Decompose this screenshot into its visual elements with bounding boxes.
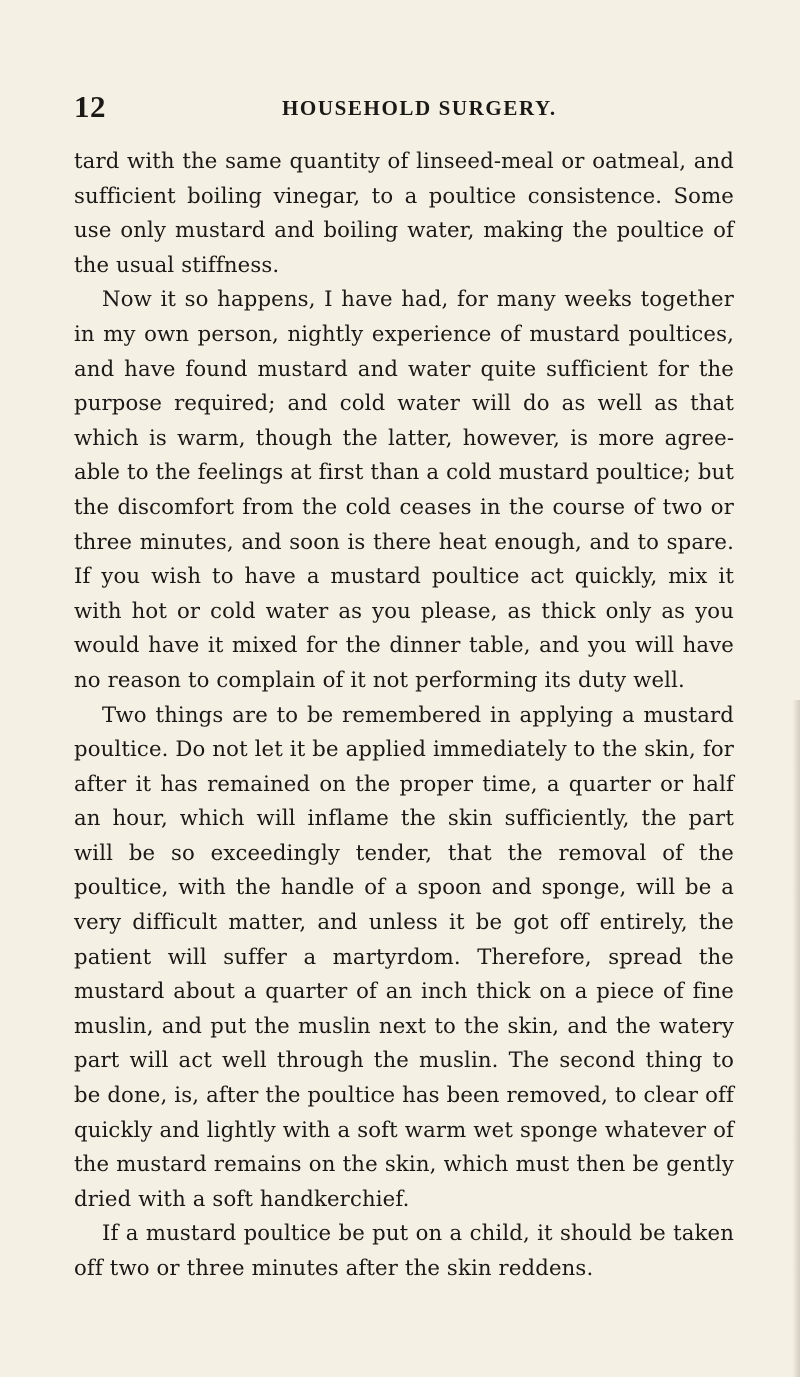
body-text [74, 144, 734, 1286]
paragraph-3: Two things are to be remembered in applying a mustard poultice. Do not let it be applied immediately to the skin, for after it has remained on the proper time, a quarter or half an hour, which will inflame the skin sufficiently, the part will be so exceedingly tender, that the removal of the poultice, with the handle of a spoon and sponge, will be a very difficult matter, and unless it be got off entirely, the patient will suffer a martyrdom. Therefore, spread the mustard about a quarter of an inch thick on a piece of fine muslin, and put the muslin next to the skin, and the watery part will act well through the muslin. The second thing to be done, is, after the poultice has been removed, to clear off quickly and lightly with a soft warm wet sponge whatever of the mustard remains on the skin, which must then be gently dried with a soft handkerchief. [74, 701, 734, 1211]
running-title: HOUSEHOLD SURGERY. [282, 96, 557, 120]
running-head [74, 89, 734, 126]
page-edge-shadow [792, 700, 800, 1377]
paragraph-4: If a mustard poultice be put on a child, it should be taken off two or three minutes after the skin reddens. [74, 1220, 734, 1280]
page-number: 12 [74, 89, 106, 124]
paragraph-1: tard with the same quantity of linseed-meal or oatmeal, and sufficient boiling vinegar, to a poultice consistence. Some use only mustard and boiling water, making the poultice of the usual stiffness. [74, 148, 734, 277]
paragraph-2: Now it so happens, I have had, for many weeks together in my own person, nightly experience of mustard poultices, and have found mustard and water quite sufficient for the purpose required; and cold water will do as well as that which is warm, though the latter, however, is more agreeable to the feelings at first than a cold mustard poultice; but the discomfort from the cold ceases in the course of two or three minutes, and soon is there heat enough, and to spare. If you wish to have a mustard poultice act quickly, mix it with hot or cold water as you please, as thick only as you would have it mixed for the dinner table, and you will have no reason to complain of it not performing its duty well. [74, 286, 734, 692]
